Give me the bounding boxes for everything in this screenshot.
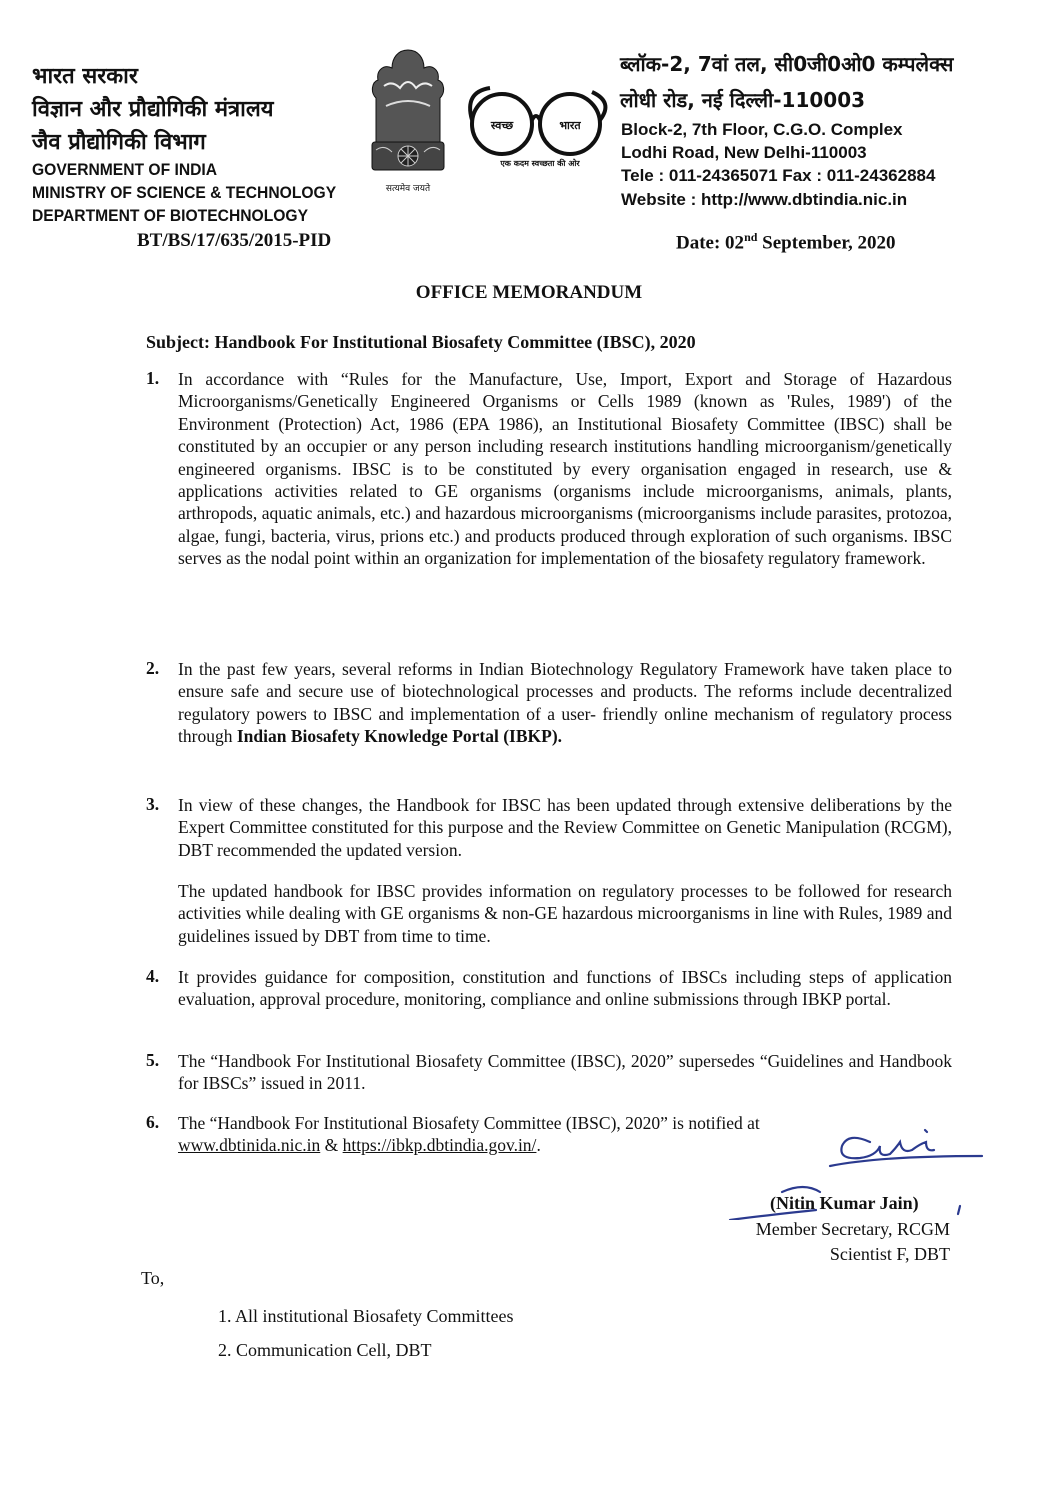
para-2-text: In the past few years, several reforms in Indian Biotechnology Regulatory Framework have taken place to ensure safe and secure use of biotechnological processes and products. The reforms include decentralized regulatory powers to IBSC and implementation of a user- friendly online mechanism of regulatory process through bbox=[178, 659, 952, 747]
header-eng-line2: MINISTRY OF SCIENCE & TECHNOLOGY bbox=[32, 183, 337, 202]
header-eng-line1: GOVERNMENT OF INDIA bbox=[32, 160, 218, 179]
address-eng-line2: Lodhi Road, New Delhi-110003 bbox=[621, 143, 867, 162]
para-3: In view of these changes, the Handbook for IBSC has been updated through extensive deliberations by the Expert Committee constituted for this purpose and the Review Committee on Genetic Manipulation (RCGM), DBT recommended the updated version. bbox=[178, 795, 952, 860]
para-5-number: 5. bbox=[146, 1050, 160, 1070]
recipient-item: 2. Communication Cell, DBT bbox=[218, 1340, 432, 1360]
signatory-designation-2: Scientist F, DBT bbox=[829, 1244, 950, 1264]
recipient-item: 1. All institutional Biosafety Committees bbox=[218, 1306, 514, 1326]
swachh-tagline: एक कदम स्वच्छता की ओर bbox=[500, 159, 580, 168]
para-5: The “Handbook For Institutional Biosafety Committee (IBSC), 2020” supersedes “Guidelines and Handbook for IBSCs” issued in 2011. bbox=[178, 1051, 952, 1094]
memo-subject: Subject: Handbook For Institutional Biosafety Committee (IBSC), 2020 bbox=[146, 332, 696, 352]
ibkp-portal-link[interactable]: https://ibkp.dbtindia.gov.in/ bbox=[342, 1135, 537, 1156]
para-1: In accordance with “Rules for the Manufacture, Use, Import, Export and Storage of Hazardous Microorganisms/Genetically Engineered Organisms or Cells 1989 (known as 'Rules, 1989') of the Environment (Protection) Act, 1986 (EPA 1986), an Institutional Biosafety Committee (IBSC) shall be constituted by an occupier or any person including research institutions handling microorganism/genetically engineered organisms. IBSC is to be constituted by every organisation engaged in research, use & applications activities related to GE organisms (organisms include microorganisms, animals, plants, arthropods, aquatic animals, etc.) and hazardous microorganisms (microorganisms include parasites, protozoa, algae, fungi, bacteria, virus, prions etc.) and products produced through exploration of such organisms. IBSC serves as the nodal point within an organization for implementation of the biosafety regulatory framework. bbox=[178, 369, 952, 569]
para-4: It provides guidance for composition, constitution and functions of IBSCs including steps of application evaluation, approval procedure, monitoring, compliance and online submissions through IBKP portal. bbox=[178, 967, 952, 1010]
memo-title: OFFICE MEMORANDUM bbox=[415, 282, 643, 303]
para-3b: The updated handbook for IBSC provides information on regulatory processes to be followed for research activities while dealing with GE organisms & non-GE hazardous microorganisms in line with Rules, 1989 and guidelines issued by DBT from time to time. bbox=[178, 881, 952, 946]
emblem-motto: सत्यमेव जयते bbox=[385, 184, 431, 194]
swachh-left-text: स्वच्छ bbox=[490, 119, 514, 132]
signatory-name: (Nitin Kumar Jain) bbox=[770, 1193, 919, 1213]
swachh-bharat-logo-icon bbox=[460, 82, 620, 172]
para-3-number: 3. bbox=[146, 794, 160, 814]
para-1-number: 1. bbox=[146, 368, 160, 388]
para-2-bold: Indian Biosafety Knowledge Portal (IBKP). bbox=[236, 726, 563, 747]
para-6-text: The “Handbook For Institutional Biosafety Committee (IBSC), 2020” is notified at bbox=[178, 1113, 760, 1133]
dbt-website-link[interactable]: www.dbtinida.nic.in bbox=[178, 1135, 321, 1156]
date-prefix: Date: 02 bbox=[676, 232, 745, 254]
date-sup: nd bbox=[744, 230, 758, 244]
para-4-number: 4. bbox=[146, 966, 160, 986]
para-6-number: 6. bbox=[146, 1112, 160, 1132]
website-line: Website : http://www.dbtindia.nic.in bbox=[621, 190, 908, 209]
address-hindi-line2: लोधी रोड, नई दिल्ली-110003 bbox=[620, 88, 866, 112]
swachh-right-text: भारत bbox=[559, 119, 581, 132]
signatory-designation-1: Member Secretary, RCGM bbox=[755, 1219, 950, 1239]
national-emblem-icon bbox=[362, 46, 454, 196]
header-eng-line3: DEPARTMENT OF BIOTECHNOLOGY bbox=[32, 206, 309, 225]
para-6-end: . bbox=[536, 1135, 541, 1156]
memo-date bbox=[676, 230, 896, 254]
para-2 bbox=[178, 658, 952, 748]
contact-phone-fax: Tele : 011-24365071 Fax : 011-24362884 bbox=[621, 166, 936, 185]
to-label: To, bbox=[141, 1268, 165, 1288]
address-hindi-line1: ब्लॉक-2, 7वां तल, सी0जी0ओ0 कम्पलेक्स bbox=[620, 52, 954, 76]
header-hindi-line2: विज्ञान और प्रौद्योगिकी मंत्रालय bbox=[32, 97, 274, 122]
para-2-number: 2. bbox=[146, 658, 160, 678]
para-6-amp: & bbox=[320, 1135, 343, 1156]
date-suffix: September, 2020 bbox=[757, 232, 896, 254]
header-hindi-line3: जैव प्रौद्योगिकी विभाग bbox=[32, 130, 206, 155]
header-hindi-line1: भारत सरकार bbox=[32, 64, 138, 89]
address-eng-line1: Block-2, 7th Floor, C.G.O. Complex bbox=[621, 120, 903, 139]
reference-number: BT/BS/17/635/2015-PID bbox=[137, 230, 332, 251]
